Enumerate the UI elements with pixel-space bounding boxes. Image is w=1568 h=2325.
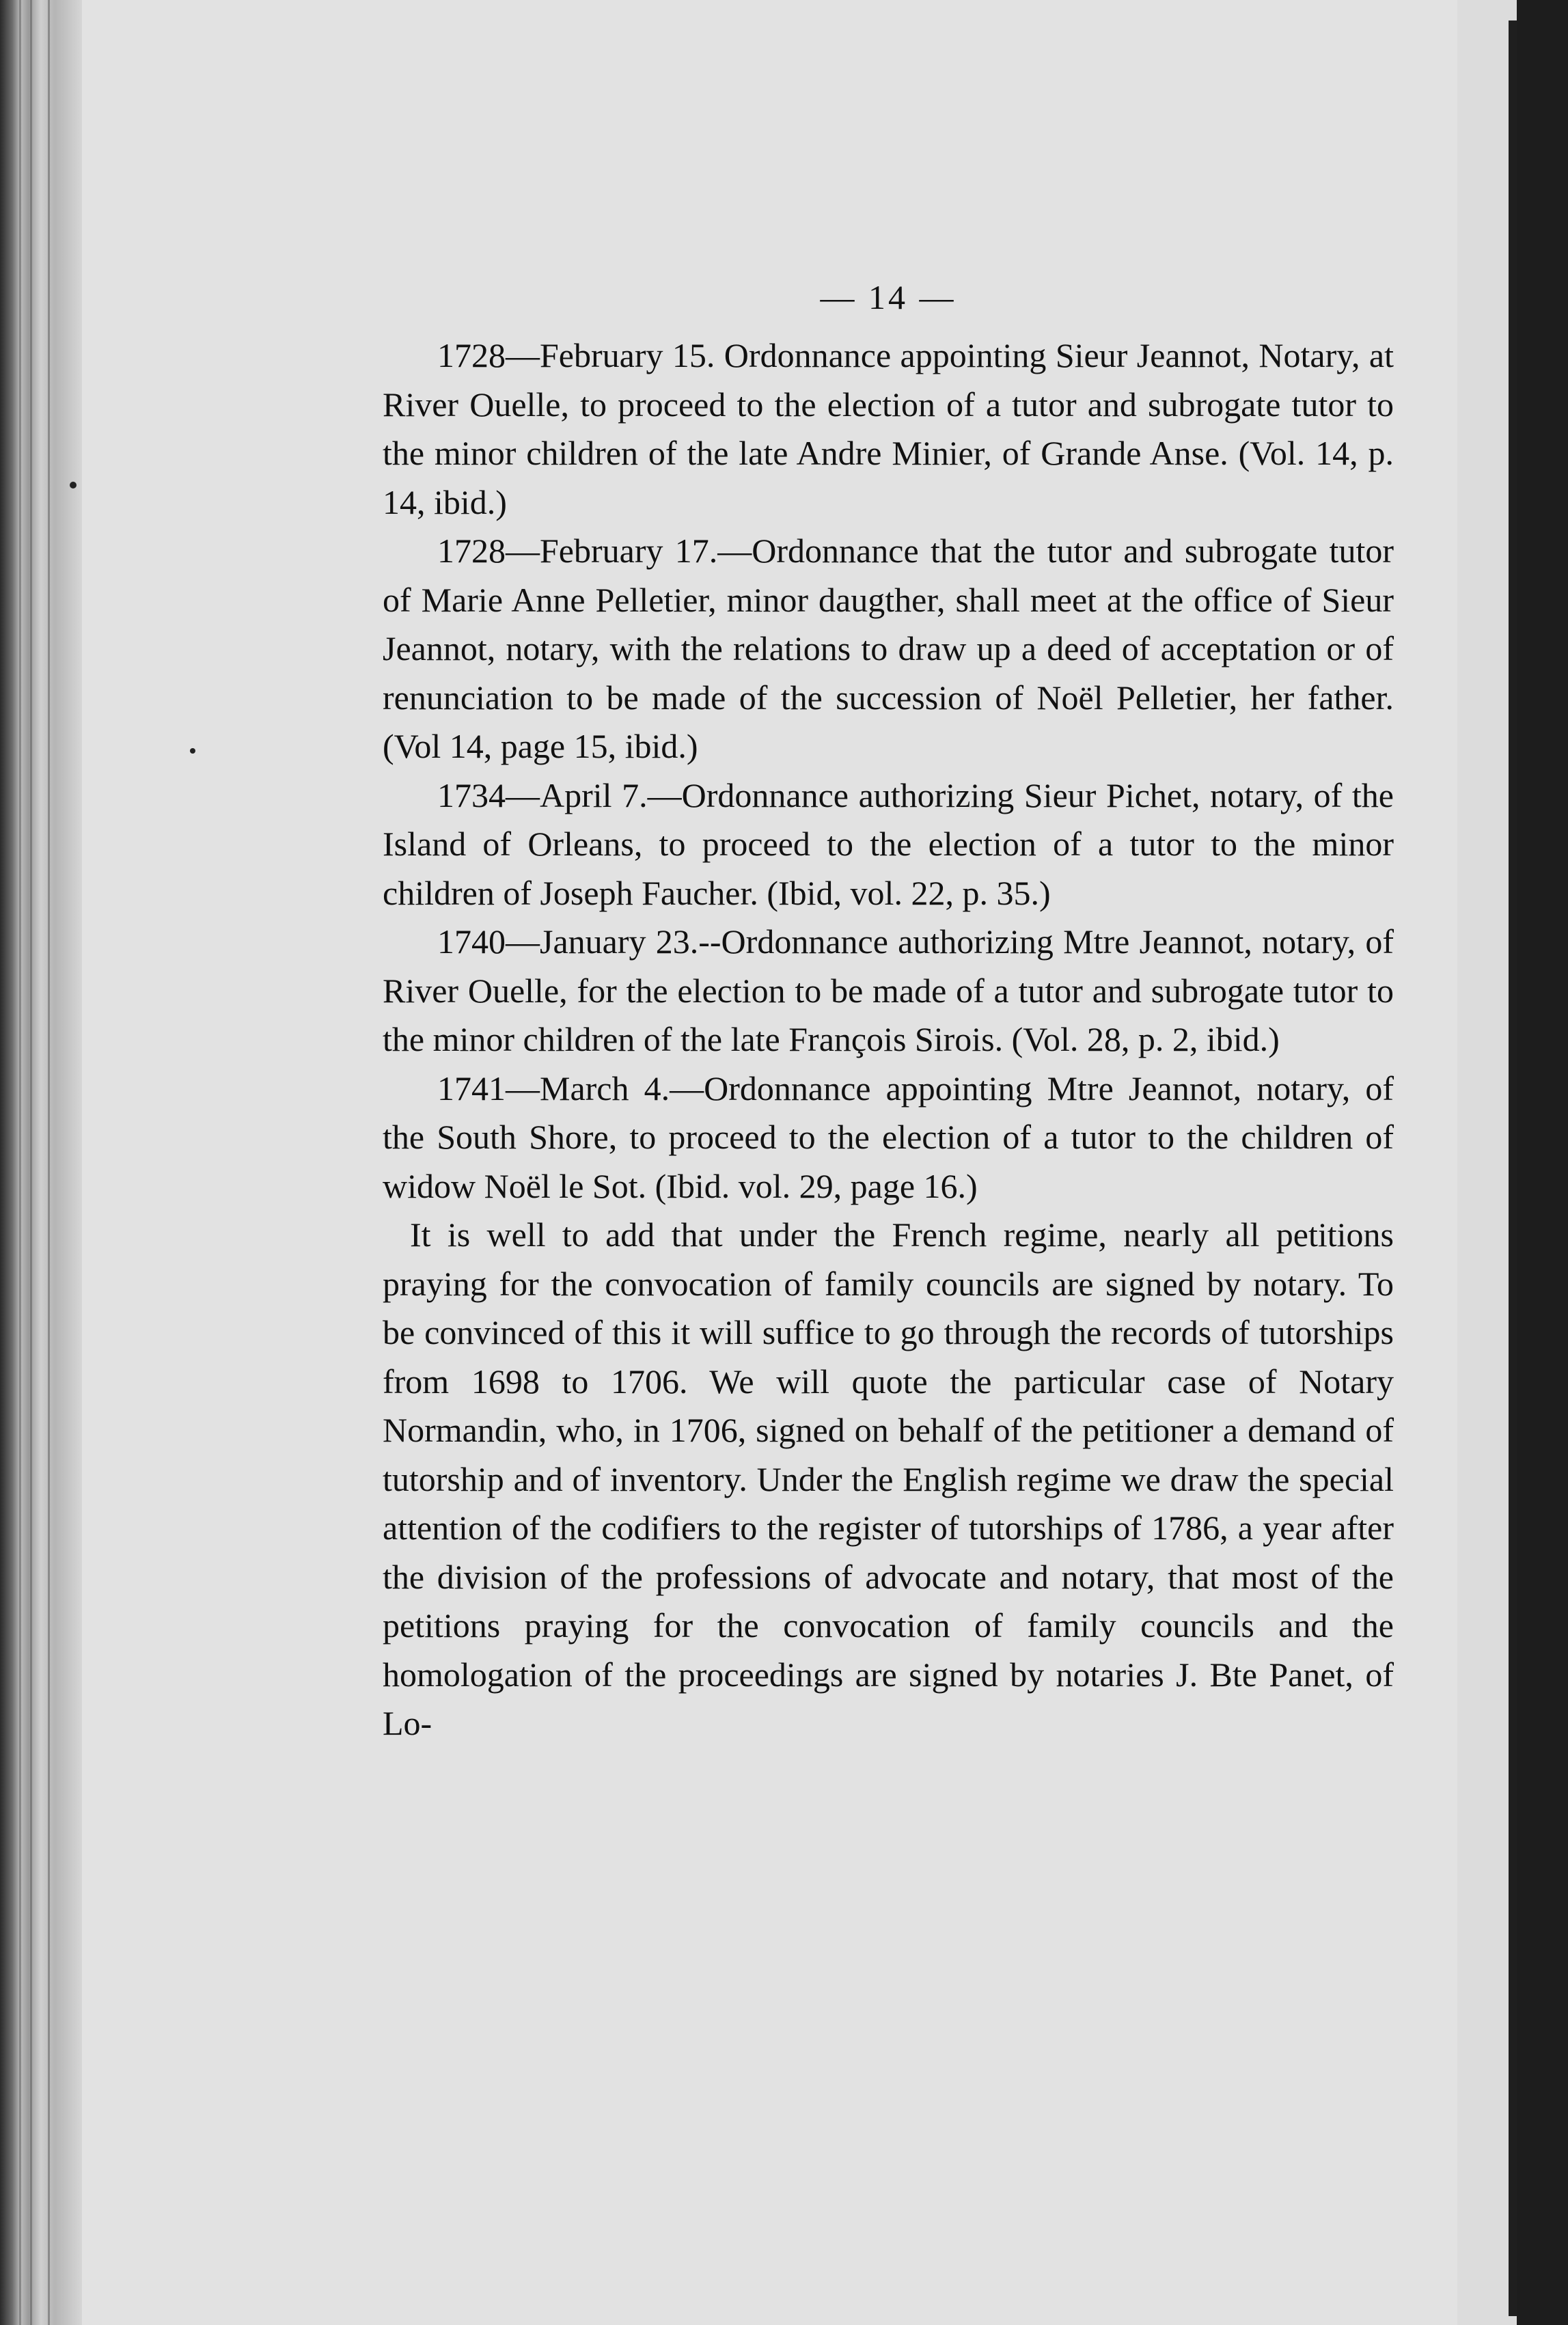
paragraph-1741-mar-4: 1741—March 4.—Ordonnance appointing Mtre Jeannot, notary, of the South Shore, to proceed to the election of a tutor to the children of widow Noël le Sot. (Ibid. vol. 29, page 16.) (383, 1069, 1394, 1205)
page-number: — 14 — (820, 278, 957, 316)
paragraph-1740-jan-23: 1740—January 23.--Ordonnance authorizing Mtre Jeannot, notary, of River Ouelle, for the election to be made of a tutor and subrogate tutor to the minor children of the late François Sirois. (Vol. 28, p. 2, ibid.) (383, 922, 1394, 1058)
binding-line (30, 0, 32, 2325)
paragraph-1728-feb-17: 1728—February 17.—Ordonnance that the tutor and subrogate tutor of Marie Anne Pelletier, minor daugther, shall meet at the office of Sieur Jeannot, notary, with the relations to draw up a deed of acceptation or of renunciation to be made of the succession of Noël Pelletier, her father. (Vol 14, page 15, ibid.) (383, 532, 1394, 765)
binding-edge (0, 0, 82, 2325)
binding-line (48, 0, 50, 2325)
ink-speck (70, 482, 77, 489)
right-page-edge (1517, 0, 1568, 2325)
paragraph-1728-feb-15: 1728—February 15. Ordonnance appointing Sieur Jeannot, Notary, at River Ouelle, to proceed to the election of a tutor and subrogate tutor to the minor children of the late Andre Minier, of Grande Anse. (Vol. 14, p. 14, ibid.) (383, 336, 1394, 521)
paragraph-closing: It is well to add that under the French regime, nearly all petitions praying for the convocation of family councils are signed by notary. To be convinced of this it will suffice to go through the records of tutorships from 1698 to 1706. We will quote the particular case of Notary Normandin, who, in 1706, signed on behalf of the petitioner a demand of tutorship and of inventory. Under the English regime we draw the special attention of the codifiers to the register of tutorships of 1786, a year after the division of the professions of advocate and notary, that most of the petitions praying for the convocation of family councils and the homologation of the proceedings are signed by notaries J. Bte Panet, of Lo- (383, 1215, 1394, 1742)
ink-speck (190, 748, 195, 754)
page-text (383, 270, 1394, 1748)
right-border-rule (1509, 20, 1517, 2316)
binding-line (19, 0, 21, 2325)
paragraph-1734-apr-7: 1734—April 7.—Ordonnance authorizing Sieur Pichet, notary, of the Island of Orleans, to proceed to the election of a tutor to the minor children of Joseph Faucher. (Ibid, vol. 22, p. 35.) (383, 775, 1394, 912)
